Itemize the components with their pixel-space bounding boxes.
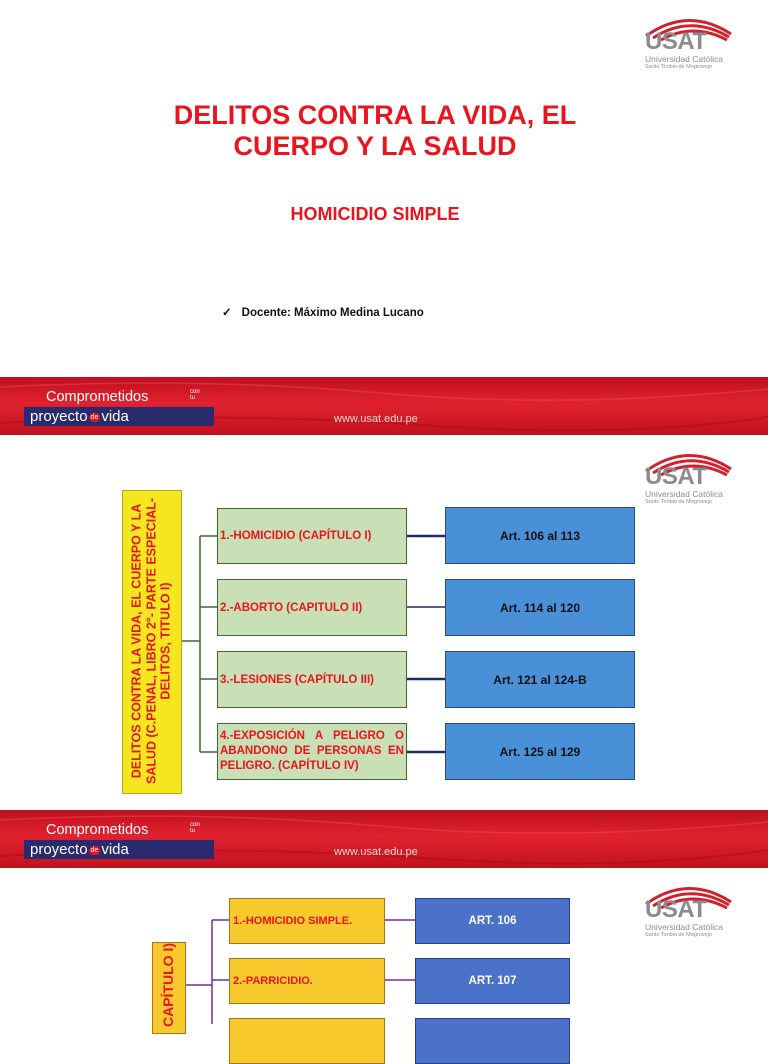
docente-text: Docente: Máximo Medina Lucano [241, 307, 424, 319]
title-vertical-text: DELITOS CONTRA LA VIDA, EL CUERPO Y LA SALUD (C.PENAL, LIBRO 2°- PARTE ESPECIAL- DELITOS, TITULO I) [129, 497, 173, 785]
footer-banner [0, 810, 768, 868]
docente-line [222, 305, 424, 319]
logo-university: Universidad Católica [645, 54, 723, 64]
banner-comprometidos: Comprometidos [46, 389, 149, 405]
article-box: Art. 121 al 124-B [445, 651, 635, 708]
main-title-line1: DELITOS CONTRA LA VIDA, EL [173, 100, 577, 130]
check-icon: ✓ [222, 307, 232, 319]
crime-box [229, 1018, 385, 1064]
article-box [415, 1018, 570, 1064]
banner-con-tu: con tu [190, 389, 200, 401]
article-box: Art. 114 al 120 [445, 579, 635, 636]
de-badge: de [90, 847, 99, 854]
chapter-box: 4.-EXPOSICIÓN A PELIGRO O ABANDONO DE PERSONAS EN PELIGRO. (CAPÍTULO IV) [217, 723, 407, 780]
footer-banner [0, 377, 768, 435]
banner-proyecto-vida: proyecto de vida [30, 841, 129, 858]
logo-university: Universidad Católica [645, 489, 723, 499]
banner-proyecto-vida: proyecto de vida [30, 408, 129, 425]
subtitle: HOMICIDIO SIMPLE [290, 204, 460, 224]
banner-wave-icon [0, 810, 768, 868]
chapter-vertical-text: CAPÍTULO I) [160, 943, 176, 1027]
usat-logo [643, 12, 763, 72]
chapter-box: 1.-HOMICIDIO (CAPÍTULO I) [217, 508, 407, 564]
logo-wordmark: USAT [645, 28, 707, 55]
banner-url[interactable]: www.usat.edu.pe [334, 413, 418, 425]
logo-subtitle: Santo Toribio de Mogrovejo [645, 932, 712, 938]
article-box: Art. 125 al 129 [445, 723, 635, 780]
logo-wordmark: USAT [645, 463, 707, 490]
logo-wordmark: USAT [645, 896, 707, 923]
crime-box: 1.-HOMICIDIO SIMPLE. [229, 898, 385, 944]
banner-comprometidos: Comprometidos [46, 822, 149, 838]
article-box: ART. 106 [415, 898, 570, 944]
chapter-box: 2.-ABORTO (CAPITULO II) [217, 579, 407, 636]
logo-university: Universidad Católica [645, 922, 723, 932]
de-badge: de [90, 414, 99, 421]
slide-title [0, 0, 768, 377]
article-box: Art. 106 al 113 [445, 507, 635, 564]
banner-url[interactable]: www.usat.edu.pe [334, 846, 418, 858]
article-box: ART. 107 [415, 958, 570, 1004]
usat-logo [643, 447, 763, 507]
crime-box: 2.-PARRICIDIO. [229, 958, 385, 1004]
logo-subtitle: Santo Toribio de Mogrovejo [645, 64, 712, 70]
main-title-line2: CUERPO Y LA SALUD [233, 131, 517, 161]
logo-subtitle: Santo Toribio de Mogrovejo [645, 499, 712, 505]
banner-con-tu: con tu [190, 822, 200, 834]
usat-logo [643, 880, 763, 940]
banner-wave-icon [0, 377, 768, 435]
chapter-box: 3.-LESIONES (CAPÍTULO III) [217, 651, 407, 708]
